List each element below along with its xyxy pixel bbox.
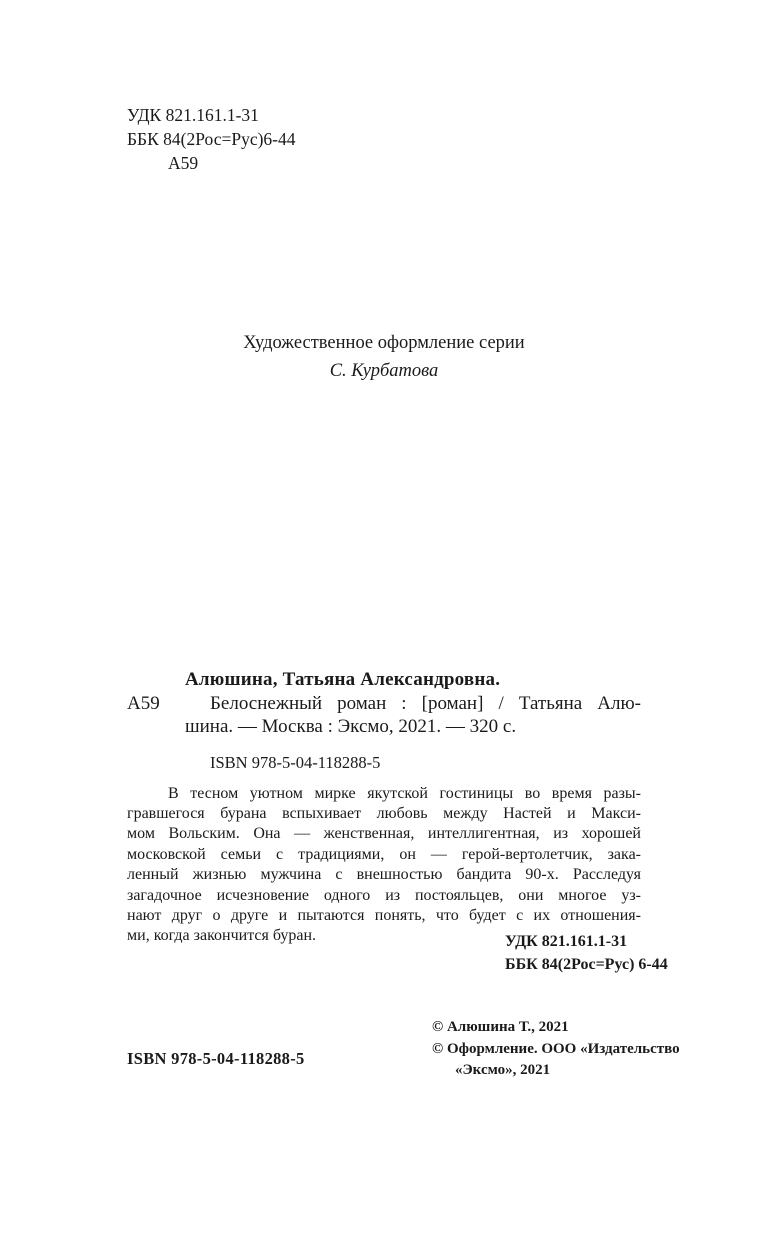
text-line: мом Вольским. Она — женственная, интеллигентная, из хорошей <box>127 825 641 843</box>
text-line: загадочное исчезновение одного из постояльцев, они многое уз- <box>127 886 641 904</box>
top-codes-block <box>127 103 296 175</box>
author-sign-top: А59 <box>168 153 199 173</box>
isbn-bottom: ISBN 978-5-04-118288-5 <box>127 1049 305 1068</box>
text-line: московской семьи с традициями, он — герой-вертолетчик, зака- <box>127 845 641 863</box>
series-design-label: Художественное оформление серии <box>243 333 525 353</box>
copyright-block <box>432 1017 680 1082</box>
author-sign-entry: А59 <box>127 692 160 714</box>
text-line: © Оформление. ООО «Издательство <box>432 1040 680 1057</box>
text-line: «Эксмо», 2021 <box>455 1062 551 1078</box>
text-line: © Алюшина Т., 2021 <box>432 1019 569 1035</box>
series-designer-name: С. Курбатова <box>329 361 439 381</box>
author-heading: Алюшина, Татьяна Александровна. <box>185 669 501 690</box>
citation-row <box>127 692 641 739</box>
udk-code-top: УДК 821.161.1-31 <box>127 105 259 125</box>
annotation-text <box>127 784 641 947</box>
udk-code-bottom: УДК 821.161.1-31 <box>505 933 628 950</box>
text-line: ми, когда закончится буран. <box>127 927 317 945</box>
bibliographic-description <box>185 692 641 739</box>
text-line: Белоснежный роман : [роман] / Татьяна Алю- <box>210 692 641 714</box>
bbk-code-top: ББК 84(2Рос=Рус)6-44 <box>127 129 296 149</box>
series-design-block <box>0 329 768 385</box>
text-line: В тесном уютном мирке якутской гостиницы во время разы- <box>168 784 641 802</box>
text-line: шина. — Москва : Эксмо, 2021. — 320 с. <box>185 716 517 737</box>
text-line: гравшегося бурана вспыхивает любовь между Настей и Макси- <box>127 804 641 822</box>
text-line: ленный жизнью мужчина с внешностью бандита 90-х. Расследуя <box>127 866 641 884</box>
text-line: нают друг о друге и пытаются понять, что будет с их отношения- <box>127 906 641 924</box>
bibliographic-entry <box>127 668 641 947</box>
isbn-entry: ISBN 978-5-04-118288-5 <box>210 752 381 772</box>
bottom-codes-block <box>505 931 668 976</box>
bbk-code-bottom: ББК 84(2Рос=Рус) 6-44 <box>505 955 668 973</box>
